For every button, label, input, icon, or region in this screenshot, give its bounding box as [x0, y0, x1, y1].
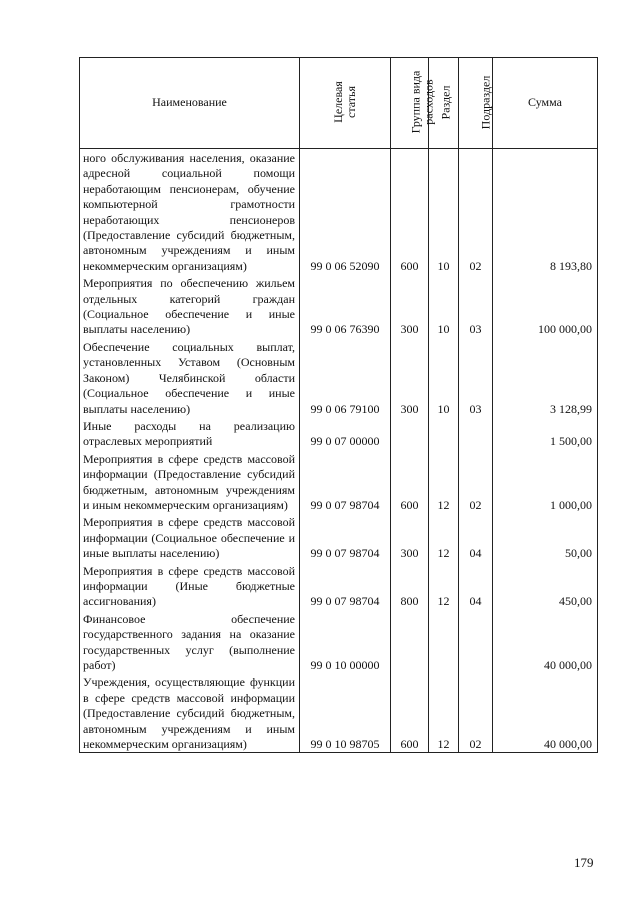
row-subsection: 02: [459, 450, 493, 514]
header-section: Раздел: [429, 58, 459, 149]
row-section: 10: [429, 274, 459, 338]
row-sum: 8 193,80: [493, 149, 598, 275]
row-target: 99 0 06 79100: [300, 338, 391, 417]
row-group: 300: [391, 274, 429, 338]
row-subsection: 02: [459, 673, 493, 753]
row-group: [391, 610, 429, 674]
row-subsection: 03: [459, 274, 493, 338]
table-row: [80, 513, 598, 561]
row-sum: 40 000,00: [493, 610, 598, 674]
row-subsection: [459, 417, 493, 450]
budget-table: [79, 57, 598, 753]
row-group: 300: [391, 338, 429, 417]
page-number: 179: [574, 855, 594, 870]
row-group: 600: [391, 149, 429, 275]
row-group: 600: [391, 673, 429, 753]
row-section: 12: [429, 673, 459, 753]
row-target: 99 0 07 98704: [300, 513, 391, 561]
row-name: Мероприятия по обеспечению жильем отдельных категорий граждан (Социальное обеспечение и иные выплаты населению): [80, 274, 300, 338]
row-name: Обеспечение социальных выплат, установленных Уставом (Основным Законом) Челябинской области (Социальное обеспечение и иные выплаты населению): [80, 338, 300, 417]
table-row: [80, 274, 598, 338]
row-section: 10: [429, 149, 459, 275]
row-sum: 3 128,99: [493, 338, 598, 417]
row-name: Мероприятия в сфере средств массовой информации (Социальное обеспечение и иные выплаты населению): [80, 513, 300, 561]
row-subsection: 04: [459, 562, 493, 610]
row-name: Учреждения, осуществляющие функции в сфере средств массовой информации (Предоставление субсидий бюджетным, автономным учреждениям и иным некоммерческим организациям): [80, 673, 300, 753]
row-target: 99 0 10 98705: [300, 673, 391, 753]
row-section: [429, 417, 459, 450]
row-group: [391, 417, 429, 450]
row-target: 99 0 07 98704: [300, 562, 391, 610]
row-group: 600: [391, 450, 429, 514]
header-name: Наименование: [80, 58, 300, 149]
row-name: ного обслуживания населения, оказание адресной социальной помощи неработающим пенсионерам, обучение компьютерной грамотности неработающих пенсионеров (Предоставление субсидий бюджетным, автономным учреждениям и иным некоммерческим организациям): [80, 149, 300, 275]
row-name: Финансовое обеспечение государственного задания на оказание государственных услуг (выполнение работ): [80, 610, 300, 674]
row-group: 800: [391, 562, 429, 610]
header-expense-group: Группа вида расходов: [391, 58, 429, 149]
table-row: [80, 610, 598, 674]
table-row: [80, 417, 598, 450]
row-name: Мероприятия в сфере средств массовой информации (Предоставление субсидий бюджетным, автономным учреждениям и иным некоммерческим организациям): [80, 450, 300, 514]
row-name: Иные расходы на реализацию отраслевых мероприятий: [80, 417, 300, 450]
row-subsection: 03: [459, 338, 493, 417]
table-row: [80, 450, 598, 514]
row-section: 12: [429, 450, 459, 514]
header-sum: Сумма: [493, 58, 598, 149]
row-target: 99 0 10 00000: [300, 610, 391, 674]
row-subsection: 02: [459, 149, 493, 275]
row-section: 12: [429, 562, 459, 610]
row-target: 99 0 07 00000: [300, 417, 391, 450]
header-target-article: Целевая статья: [300, 58, 391, 149]
row-subsection: [459, 610, 493, 674]
row-target: 99 0 06 76390: [300, 274, 391, 338]
row-sum: 1 000,00: [493, 450, 598, 514]
row-sum: 1 500,00: [493, 417, 598, 450]
row-sum: 450,00: [493, 562, 598, 610]
row-section: [429, 610, 459, 674]
row-sum: 40 000,00: [493, 673, 598, 753]
row-name: Мероприятия в сфере средств массовой информации (Иные бюджетные ассигнования): [80, 562, 300, 610]
row-sum: 100 000,00: [493, 274, 598, 338]
row-target: 99 0 07 98704: [300, 450, 391, 514]
row-sum: 50,00: [493, 513, 598, 561]
row-section: 12: [429, 513, 459, 561]
table-row: [80, 562, 598, 610]
row-target: 99 0 06 52090: [300, 149, 391, 275]
table-row: [80, 149, 598, 275]
row-subsection: 04: [459, 513, 493, 561]
table-row: [80, 673, 598, 753]
header-row: [80, 58, 598, 149]
row-section: 10: [429, 338, 459, 417]
row-group: 300: [391, 513, 429, 561]
header-subsection: Подраздел: [459, 58, 493, 149]
table-row: [80, 338, 598, 417]
